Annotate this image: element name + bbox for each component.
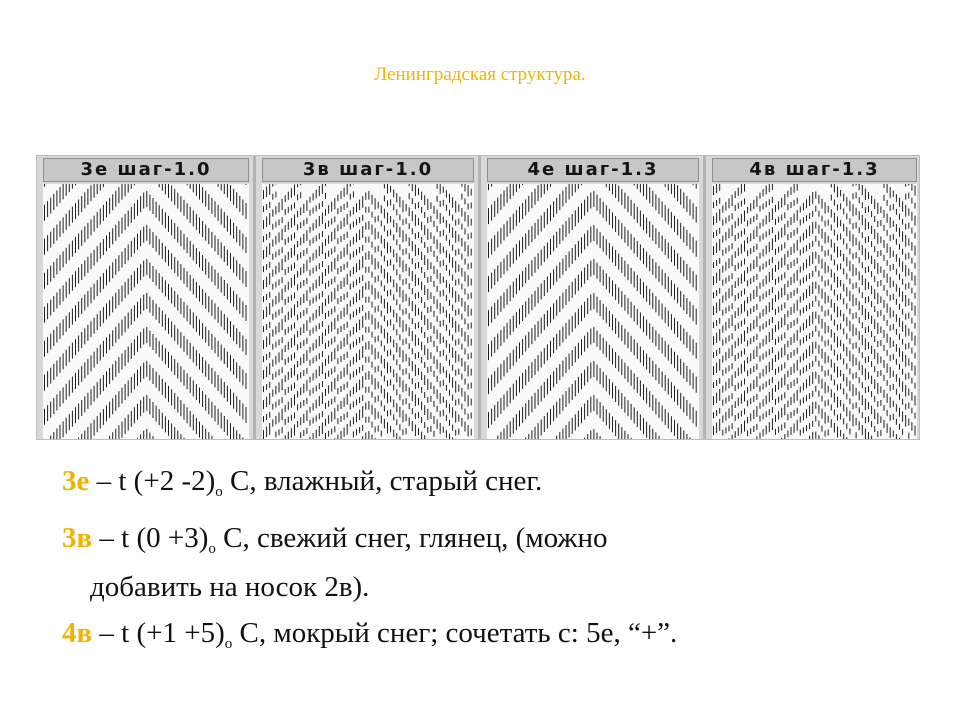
legend-item-3v — [62, 519, 922, 606]
degree-mark: о — [224, 636, 233, 652]
legend-item-3e — [62, 462, 922, 511]
legend-description: С, мокрый снег; сочетать с: 5е, “+”. — [232, 617, 678, 649]
legend-temperature: – t (+1 +5) — [92, 617, 225, 649]
panel-label: 3е шаг-1.0 — [43, 158, 249, 182]
groove-pattern — [712, 184, 917, 439]
legend-item-4v — [62, 614, 922, 663]
groove-pattern — [262, 184, 474, 439]
legend-temperature: – t (0 +3) — [92, 522, 209, 554]
structure-panel-4e — [481, 156, 703, 440]
degree-mark: о — [208, 541, 216, 557]
degree-mark: о — [215, 484, 223, 500]
panel-label: 4е шаг-1.3 — [487, 158, 699, 182]
legend-continuation: добавить на носок 2в). — [90, 571, 370, 603]
structure-legend — [62, 462, 922, 671]
groove-pattern — [487, 184, 699, 439]
legend-description: С, свежий снег, глянец, (можно — [215, 522, 608, 554]
legend-temperature: – t (+2 -2) — [89, 465, 216, 497]
panel-label: 3в шаг-1.0 — [262, 158, 474, 182]
panel-label: 4в шаг-1.3 — [712, 158, 917, 182]
legend-code: 3е — [62, 465, 90, 497]
groove-pattern — [43, 184, 249, 439]
structure-panel-3v — [256, 156, 478, 440]
legend-code: 3в — [62, 522, 93, 554]
ski-structure-figure — [36, 155, 920, 440]
structure-panel-3e — [37, 156, 253, 440]
slide-title: Ленинградская структура. — [374, 64, 586, 85]
legend-description: С, влажный, старый снег. — [222, 465, 543, 497]
legend-code: 4в — [62, 617, 93, 649]
structure-panel-4v — [706, 156, 920, 440]
